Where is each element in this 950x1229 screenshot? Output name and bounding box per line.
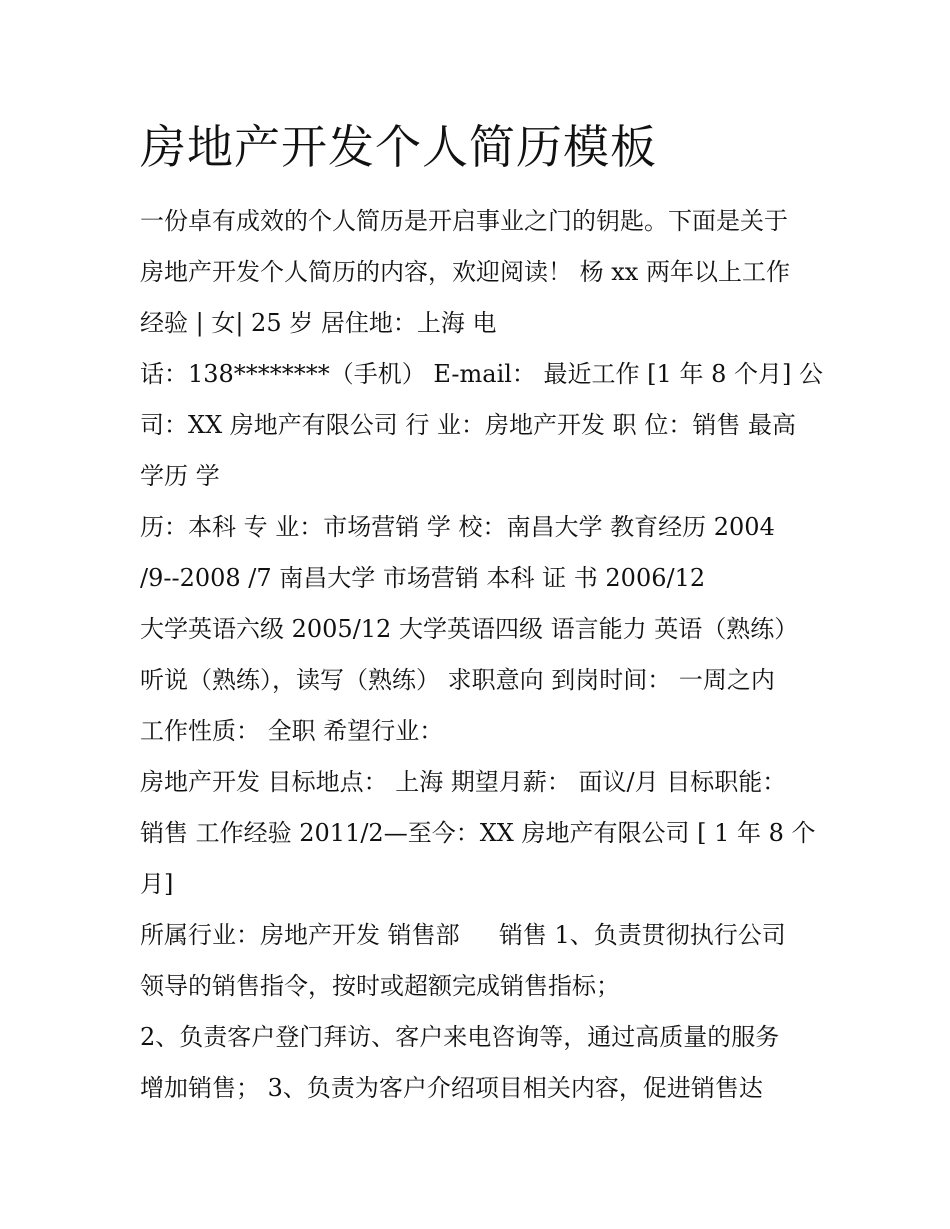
body-line: 领导的销售指令，按时或超额完成销售指标；	[140, 972, 620, 1000]
body-line: 大学英语六级 2005/12 大学英语四级 语言能力 英语（熟练）	[140, 615, 799, 643]
body-line: 学历 学	[140, 462, 220, 490]
body-line: 司：XX 房地产有限公司 行 业：房地产开发 职 位：销售 最高	[140, 411, 796, 439]
body-line: 一份卓有成效的个人简历是开启事业之门的钥匙。下面是关于	[140, 207, 788, 235]
body-line: 2、负责客户登门拜访、客户来电咨询等，通过高质量的服务	[140, 1023, 780, 1051]
body-line: 历：本科 专 业：市场营销 学 校：南昌大学 教育经历 2004	[140, 513, 775, 541]
body-line: 房地产开发个人简历的内容，欢迎阅读！ 杨 xx 两年以上工作	[140, 258, 790, 286]
body-line: 增加销售； 3、负责为客户介绍项目相关内容，促进销售达	[140, 1074, 763, 1102]
body-line: 房地产开发 目标地点： 上海 期望月薪： 面议/月 目标职能：	[140, 768, 787, 796]
body-line: 话：138********（手机） E-mail： 最近工作 [1 年 8 个月] 公	[140, 360, 823, 388]
body-line: 听说（熟练），读写（熟练） 求职意向 到岗时间： 一周之内	[140, 666, 775, 694]
document-title: 房地产开发个人简历模板	[140, 120, 657, 174]
body-line: 月]	[140, 870, 174, 898]
body-line: 所属行业：房地产开发 销售部 销售 1、负责贯彻执行公司	[140, 921, 786, 949]
body-line: 经验 | 女| 25 岁 居住地：上海 电	[140, 309, 497, 337]
document-body	[140, 196, 840, 1114]
body-line: /9--2008 /7 南昌大学 市场营销 本科 证 书 2006/12	[140, 564, 706, 592]
body-line: 销售 工作经验 2011/2—至今：XX 房地产有限公司 [ 1 年 8 个	[140, 819, 816, 847]
body-line: 工作性质： 全职 希望行业：	[140, 717, 444, 745]
